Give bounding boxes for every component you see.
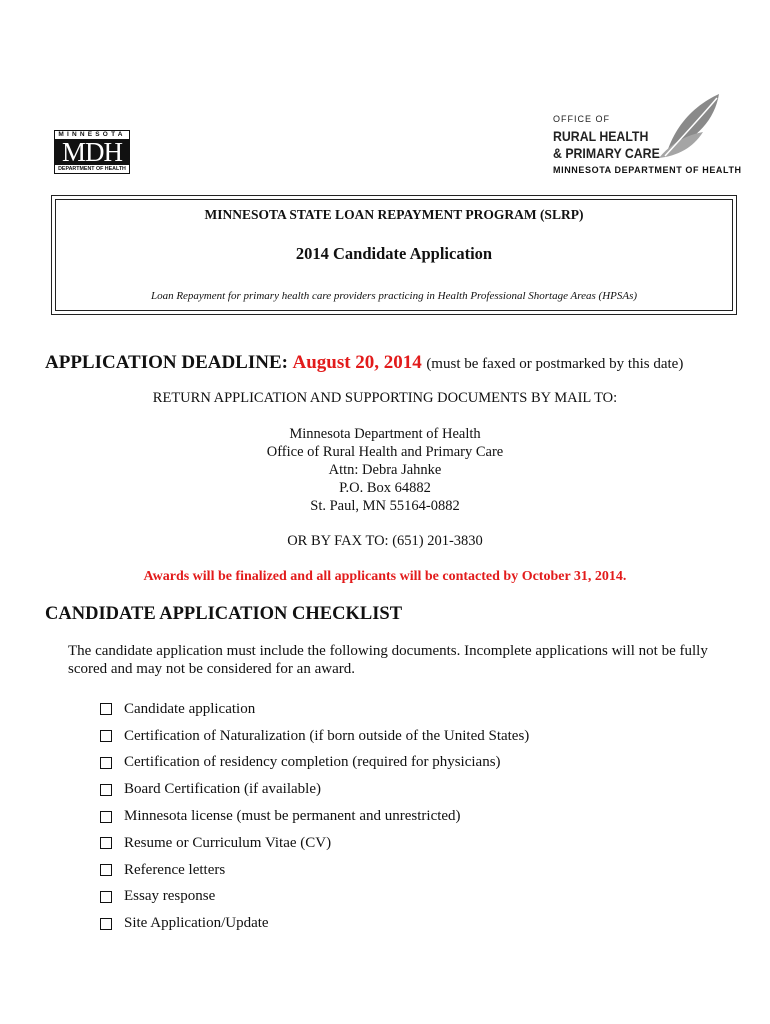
deadline-label: APPLICATION DEADLINE:: [45, 352, 288, 373]
checkbox[interactable]: [100, 837, 112, 849]
checkbox[interactable]: [100, 784, 112, 796]
checkbox[interactable]: [100, 730, 112, 742]
title-box: [51, 195, 737, 315]
address-line: Minnesota Department of Health: [289, 426, 481, 442]
application-title: 2014 Candidate Application: [295, 244, 493, 263]
checkbox[interactable]: [100, 703, 112, 715]
checkbox[interactable]: [100, 918, 112, 930]
checklist-item: Essay response: [100, 884, 529, 911]
checklist-heading: CANDIDATE APPLICATION CHECKLIST: [45, 604, 403, 624]
application-deadline: [45, 352, 683, 374]
address-line: Office of Rural Health and Primary Care: [266, 444, 504, 460]
deadline-date: August 20, 2014: [292, 352, 422, 373]
checklist-item: Resume or Curriculum Vitae (CV): [100, 830, 529, 857]
checkbox[interactable]: [100, 757, 112, 769]
checklist-item: Certification of residency completion (required for physicians): [100, 750, 529, 777]
deadline-note: (must be faxed or postmarked by this date): [426, 356, 684, 372]
checklist-item: Minnesota license (must be permanent and unrestricted): [100, 803, 529, 830]
address-line: St. Paul, MN 55164-0882: [310, 498, 460, 514]
checklist-item: Candidate application: [100, 696, 529, 723]
mdh-logo-top-text: MINNESOTA: [54, 130, 130, 140]
awards-notice: Awards will be finalized and all applicants will be contacted by October 31, 2014.: [143, 569, 627, 584]
orhpc-primary-care: & PRIMARY CARE: [553, 145, 660, 161]
orhpc-office-of: OFFICE OF: [553, 114, 610, 124]
orhpc-rural-health: RURAL HEALTH: [553, 128, 649, 144]
address-line: P.O. Box 64882: [339, 480, 431, 496]
checklist-intro: The candidate application must include the following documents. Incomplete applications will not be fully scored and may not be considered for an award.: [68, 643, 708, 677]
checklist-item: Reference letters: [100, 857, 529, 884]
program-title: MINNESOTA STATE LOAN REPAYMENT PROGRAM (SLRP): [204, 207, 584, 222]
checkbox[interactable]: [100, 811, 112, 823]
mdh-logo-bottom-text: DEPARTMENT OF HEALTH: [54, 164, 130, 174]
orhpc-logo: [553, 92, 742, 178]
checklist-item: Certification of Naturalization (if born outside of the United States): [100, 723, 529, 750]
subtitle: Loan Repayment for primary health care providers practicing in Health Professional Shortage Areas (HPSAs): [150, 290, 638, 302]
mail-instruction: RETURN APPLICATION AND SUPPORTING DOCUMENTS BY MAIL TO:: [152, 390, 618, 406]
orhpc-mdh: MINNESOTA DEPARTMENT OF HEALTH: [553, 165, 742, 175]
checklist: [100, 696, 529, 937]
checkbox[interactable]: [100, 864, 112, 876]
checklist-item: Board Certification (if available): [100, 776, 529, 803]
fax-line: OR BY FAX TO: (651) 201-3830: [287, 533, 483, 549]
mdh-logo: [54, 130, 130, 172]
checklist-item: Site Application/Update: [100, 910, 529, 937]
mdh-logo-main-text: MDH: [54, 140, 130, 164]
checkbox[interactable]: [100, 891, 112, 903]
address-line: Attn: Debra Jahnke: [328, 462, 442, 478]
